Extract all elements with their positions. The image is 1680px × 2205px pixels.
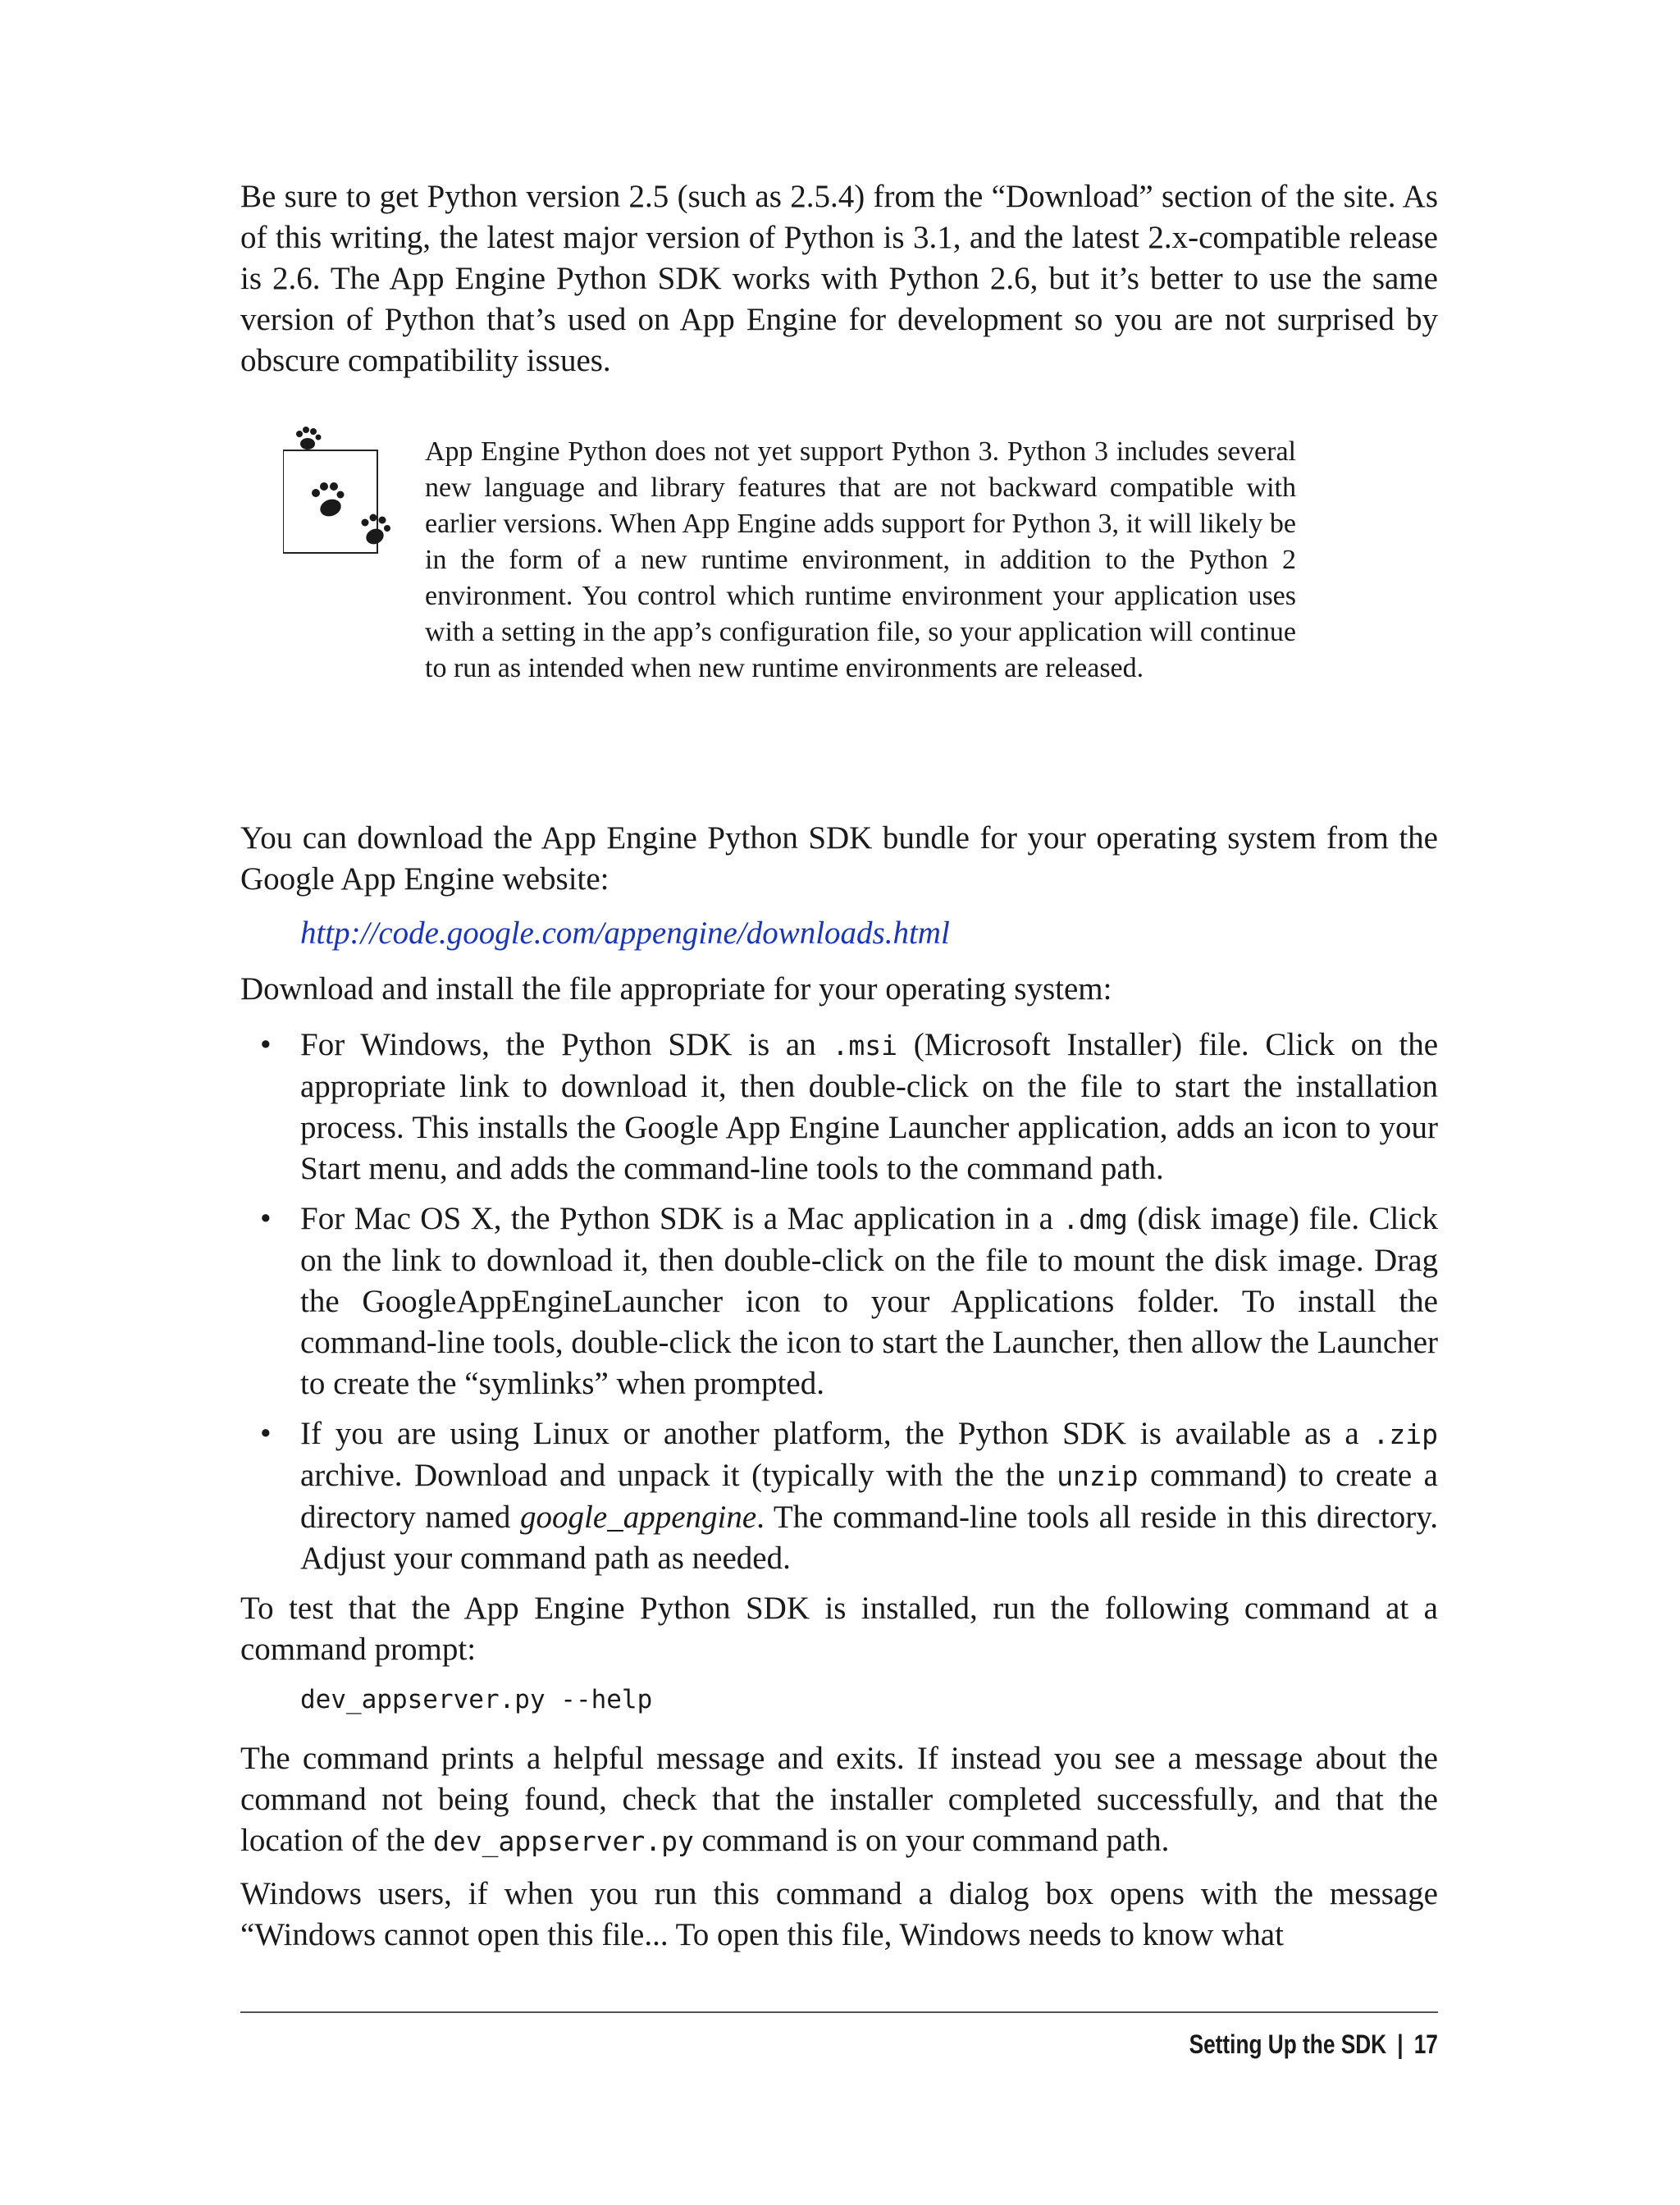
- footer-divider: [240, 2011, 1438, 2013]
- inline-code: .zip: [1372, 1418, 1438, 1450]
- bullet-icon: •: [260, 1416, 272, 1451]
- paragraph-python-version: Be sure to get Python version 2.5 (such as 2.5.4) from the “Download” section of the site. As of this writing, the latest major version of Python is 3.1, and the latest 2.x-compatible release is 2.6. The App Engine Python SDK works with Python 2.6, but it’s better to use the same version of Python that’s used on App Engine for development so you are not surprised by obscure compatibility issues.: [240, 179, 1438, 378]
- paragraph-windows-users: Windows users, if when you run this command a dialog box opens with the message “Windows cannot open this file... To open this file, Windows needs to know what: [240, 1876, 1438, 1952]
- inline-code: unzip: [1057, 1460, 1139, 1492]
- bullet-text: For Mac OS X, the Python SDK is a Mac application in a: [300, 1201, 1063, 1236]
- page-number: 17: [1413, 2029, 1438, 2059]
- bullet-text: . The command-line tools all reside in this directory. Adjust your command path as needed.: [300, 1500, 1438, 1576]
- bullet-icon: •: [260, 1027, 272, 1062]
- paragraph-text: command is on your command path.: [693, 1823, 1170, 1858]
- paw-prints-icon: [283, 426, 406, 582]
- paragraph-test: To test that the App Engine Python SDK is installed, run the following command at a command prompt:: [240, 1591, 1438, 1667]
- download-link[interactable]: http://code.google.com/appengine/downloads.html: [300, 915, 950, 951]
- list-item-mac: [240, 1198, 1438, 1404]
- paragraph-text: The command prints a helpful message and exits. If instead you see a message about the command not being found, check that the installer completed successfully, and that the location of the: [240, 1741, 1438, 1858]
- bullet-text: command) to create a directory named: [300, 1458, 1438, 1535]
- list-item-linux: [240, 1413, 1438, 1579]
- bullet-text: (Microsoft Installer) file. Click on the appropriate link to download it, then double-click on the file to start the installation process. This installs the Google App Engine Launcher application, adds an icon to your Start menu, and adds the command-line tools to the command path.: [300, 1027, 1438, 1186]
- footer-section-title: Setting Up the SDK: [1189, 2029, 1387, 2059]
- paragraph-download: You can download the App Engine Python SDK bundle for your operating system from the Google App Engine website:: [240, 820, 1438, 897]
- inline-code: .dmg: [1062, 1203, 1128, 1235]
- page-content: [240, 176, 1438, 1956]
- code-block: dev_appserver.py --help: [300, 1685, 653, 1714]
- emphasis-text: google_appengine: [520, 1500, 757, 1535]
- os-install-list: [240, 1025, 1438, 1579]
- page-footer: [1189, 2028, 1438, 2061]
- note-text: App Engine Python does not yet support Python 3. Python 3 includes several new language and library features that are not backward compatible with earlier versions. When App Engine adds support for Python 3, it will likely be in the form of a new runtime environment, in addition to the Python 2 environment. You control which runtime environment your application uses with a setting in the app’s configuration file, so your application will continue to run as intended when new runtime environments are released.: [425, 436, 1296, 683]
- inline-code: dev_appserver.py: [433, 1825, 694, 1857]
- list-item-windows: [240, 1025, 1438, 1189]
- bullet-text: archive. Download and unpack it (typically with the the: [300, 1458, 1057, 1493]
- footer-separator: |: [1397, 2029, 1404, 2059]
- paragraph-install: Download and install the file appropriate for your operating system:: [240, 971, 1112, 1007]
- bullet-text: (disk image) file. Click on the link to download it, then double-click on the file to mount the disk image. Drag the GoogleAppEngineLauncher icon to your Applications folder. To install the command-line tools, double-click the icon to start the Launcher, then allow the Launcher to create the “symlinks” when prompted.: [300, 1201, 1438, 1401]
- note-box: [240, 434, 1438, 770]
- bullet-icon: •: [260, 1201, 272, 1236]
- bullet-text: If you are using Linux or another platform, the Python SDK is available as a: [300, 1416, 1373, 1451]
- paragraph-command-prints: [240, 1738, 1438, 1862]
- inline-code: .msi: [832, 1029, 897, 1061]
- bullet-text: For Windows, the Python SDK is an: [300, 1027, 833, 1062]
